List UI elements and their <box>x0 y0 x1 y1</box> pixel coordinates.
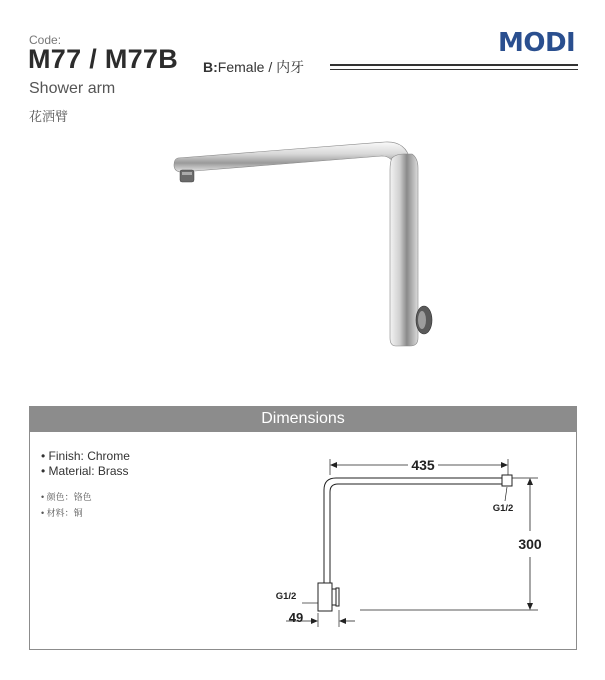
variant-text: Female / 内牙 <box>217 59 305 75</box>
product-name-en: Shower arm <box>29 80 116 97</box>
spec-material-cn: • 材料：铜 <box>41 508 83 518</box>
model-number: M77 / M77B <box>28 44 179 74</box>
spec-color-cn: • 颜色：铬色 <box>41 492 92 502</box>
dimension-drawing <box>260 445 575 645</box>
dim-depth-label: 49 <box>288 610 304 625</box>
variant-prefix: B: <box>203 59 218 75</box>
dim-height-label: 300 <box>518 536 542 552</box>
spec-material: • Material: Brass <box>41 464 129 478</box>
inlet-thread-label: G1/2 <box>275 591 297 602</box>
variant-info <box>203 57 304 77</box>
outlet-thread-label: G1/2 <box>492 503 514 514</box>
dimensions-header: Dimensions <box>29 406 577 432</box>
dim-width-label: 435 <box>411 457 435 473</box>
product-name-cn: 花洒臂 <box>29 109 69 124</box>
spec-finish: • Finish: Chrome <box>41 449 130 463</box>
code-label: Code: <box>29 33 62 47</box>
title-rule <box>330 64 578 70</box>
product-photo <box>160 128 460 368</box>
brand-logo: MODI <box>498 28 576 58</box>
